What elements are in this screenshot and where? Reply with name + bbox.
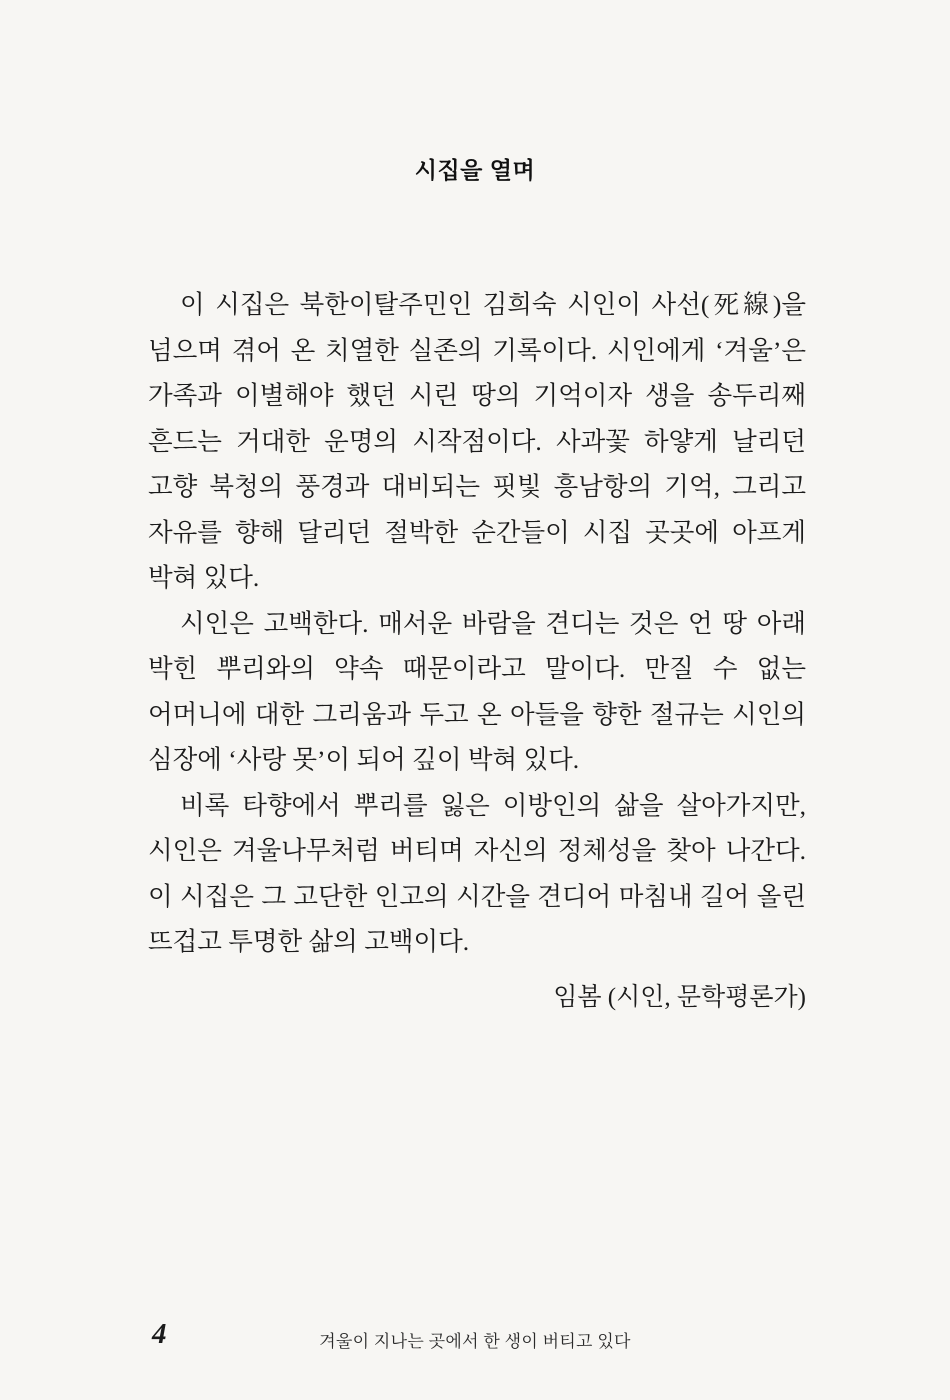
running-title: 겨울이 지나는 곳에서 한 생이 버티고 있다	[319, 1332, 631, 1351]
page-footer	[0, 1280, 950, 1400]
paragraph: 시인은 고백한다. 매서운 바람을 견디는 것은 언 땅 아래 박힌 뿌리와의 약속 때문이라고 말이다. 만질 수 없는 어머니에 대한 그리움과 두고 온 아들을 향한 절규는 시인의 심장에 ‘사랑 못’이 되어 깊이 박혀 있다.	[148, 608, 806, 774]
author-signature: 임봄 (시인, 문학평론가)	[553, 984, 806, 1011]
page-title: 시집을 열며	[414, 157, 536, 183]
body-text	[148, 282, 806, 965]
page-number: 4	[152, 1318, 167, 1350]
paragraph: 이 시집은 북한이탈주민인 김희숙 시인이 사선(死線)을 넘으며 겪어 온 치열한 실존의 기록이다. 시인에게 ‘겨울’은 가족과 이별해야 했던 시린 땅의 기억이자 생을 송두리째 흔드는 거대한 운명의 시작점이다. 사과꽃 하얗게 날리던 고향 북청의 풍경과 대비되는 핏빛 흥남항의 기억, 그리고 자유를 향해 달리던 절박한 순간들이 시집 곳곳에 아프게 박혀 있다.	[148, 290, 806, 592]
paragraph: 비록 타향에서 뿌리를 잃은 이방인의 삶을 살아가지만, 시인은 겨울나무처럼 버티며 자신의 정체성을 찾아 나간다. 이 시집은 그 고단한 인고의 시간을 견디어 마침내 길어 올린 뜨겁고 투명한 삶의 고백이다.	[148, 790, 806, 956]
